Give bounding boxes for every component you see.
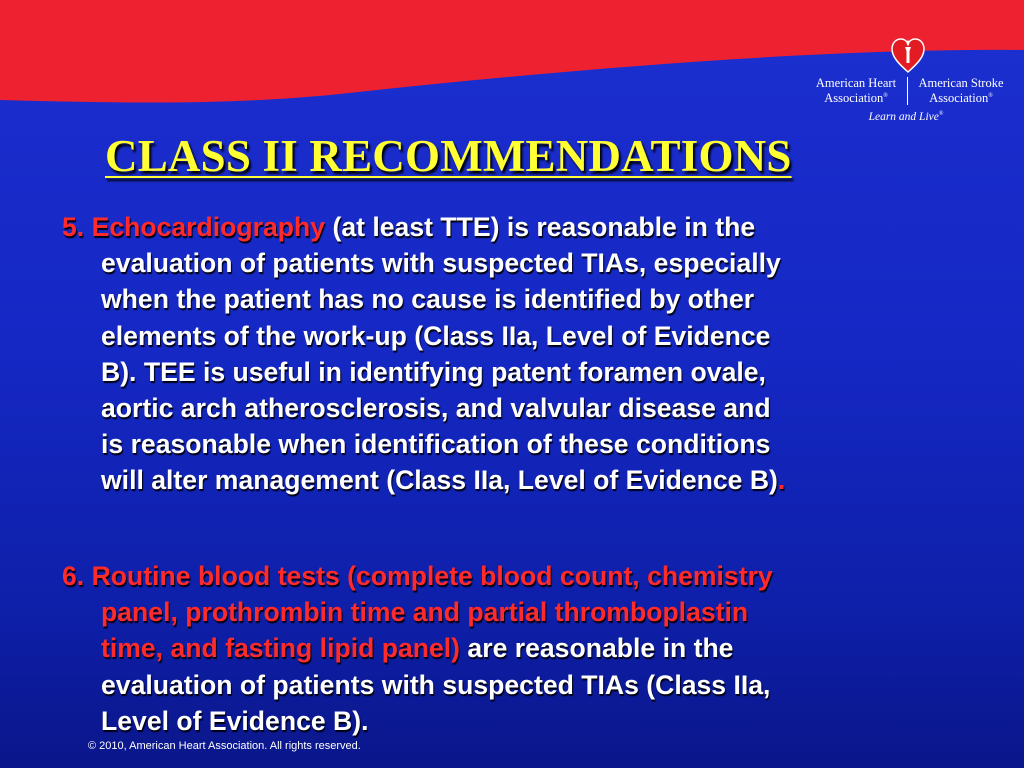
rec6-line-3	[62, 630, 992, 666]
rec5-line-8	[62, 462, 992, 498]
rec5-line-6: aortic arch atherosclerosis, and valvular disease and	[101, 393, 771, 424]
rec6-line-2: panel, prothrombin time and partial thromboplastin	[101, 597, 749, 628]
copyright-footer: © 2010, American Heart Association. All rights reserved.	[88, 740, 361, 752]
rec6-line-5: Level of Evidence B).	[101, 705, 369, 736]
aha-logo-text	[806, 77, 906, 105]
aha-reg-mark: ®	[883, 93, 888, 99]
aha-line2: Association	[824, 91, 884, 106]
tagline-reg-mark: ®	[938, 111, 944, 118]
aha-asa-logo	[806, 38, 1016, 128]
rec6-line-1	[62, 558, 992, 594]
aha-line1: American Heart	[815, 76, 897, 90]
rec5-line-5: B). TEE is useful in identifying patent foramen ovale,	[101, 356, 766, 387]
rec5-line-4: elements of the work-up (Class IIa, Level of Evidence	[101, 320, 771, 351]
rec6-highlight-3: time, and fasting lipid panel)	[101, 633, 461, 664]
slide-title: CLASS II RECOMMENDATIONS	[105, 131, 792, 181]
rec5-line-3: when the patient has no cause is identified by other	[101, 284, 755, 315]
rec6-number: 6.	[62, 561, 85, 591]
logo-tagline	[846, 111, 966, 123]
rec5-text-end: will alter management (Class IIa, Level of Evidence B)	[101, 465, 778, 496]
tagline-text: Learn and Live	[868, 111, 939, 123]
asa-logo-text	[909, 77, 1013, 105]
rec5-end-period: .	[777, 465, 786, 496]
rec5-line-1	[62, 209, 992, 245]
rec5-highlight: Echocardiography	[91, 212, 326, 242]
logo-divider	[907, 77, 908, 105]
rec6-text-3: are reasonable in the	[460, 633, 734, 664]
rec6-highlight-1: Routine blood tests (complete blood count, chemistry	[91, 561, 773, 591]
rec5-text: (at least TTE) is reasonable in the	[325, 212, 756, 242]
rec5-line-2: evaluation of patients with suspected TIAs, especially	[101, 248, 781, 279]
rec6-line-4: evaluation of patients with suspected TIAs (Class IIa,	[101, 669, 771, 700]
asa-line1: American Stroke	[918, 76, 1004, 90]
recommendation-5	[62, 209, 992, 499]
asa-line2: Association	[929, 91, 989, 106]
heart-torch-icon	[891, 38, 925, 74]
recommendation-6	[62, 558, 992, 739]
rec5-number: 5.	[62, 212, 85, 242]
rec5-line-7: is reasonable when identification of these conditions	[101, 429, 771, 460]
asa-reg-mark: ®	[988, 93, 993, 99]
